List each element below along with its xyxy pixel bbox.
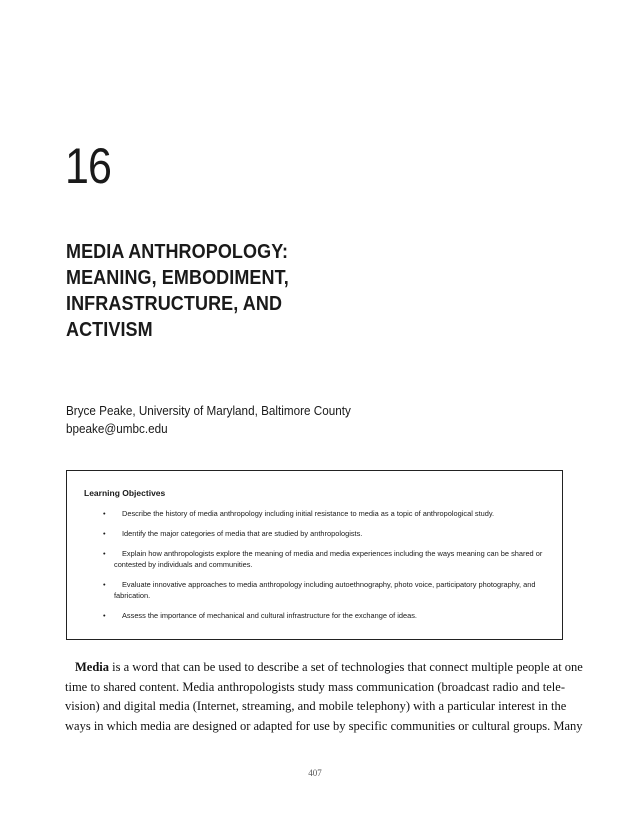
body-line: time to shared content. Media anthropologists study mass communication (broadcast radio and tele- bbox=[65, 679, 565, 694]
body-line bbox=[65, 658, 583, 678]
body-line-text: is a word that can be used to describe a set of technologies that connect multiple people at one bbox=[109, 660, 583, 674]
author-affiliation: Bryce Peake, University of Maryland, Baltimore County bbox=[66, 403, 351, 418]
learning-objectives-list bbox=[67, 508, 564, 630]
learning-objectives-box bbox=[66, 470, 563, 640]
objective-text: Assess the importance of mechanical and cultural infrastructure for the exchange of ideas. bbox=[122, 611, 417, 620]
chapter-title-line: MEANING, EMBODIMENT, bbox=[66, 267, 289, 289]
list-item bbox=[67, 579, 564, 601]
objective-text: Identify the major categories of media that are studied by anthropologists. bbox=[122, 529, 363, 538]
chapter-title bbox=[66, 239, 354, 343]
list-item bbox=[67, 610, 564, 621]
page-number: 407 bbox=[308, 768, 322, 778]
body-line: vision) and digital media (Internet, streaming, and mobile telephony) with a particular interest in the bbox=[65, 699, 567, 713]
body-line: ways in which media are designed or adapted for use by specific communities or cultural groups. Many bbox=[65, 718, 583, 733]
list-item bbox=[67, 548, 564, 570]
bullet: • bbox=[103, 580, 106, 589]
bullet: • bbox=[103, 549, 106, 558]
chapter-number: 16 bbox=[65, 138, 112, 194]
chapter-title-line: MEDIA ANTHROPOLOGY: bbox=[66, 241, 289, 263]
list-item bbox=[67, 508, 564, 519]
objective-text: Explain how anthropologists explore the meaning of media and media experiences including the ways meaning can be shared or contested by individuals and communities. bbox=[114, 549, 543, 569]
author-email: bpeake@umbc.edu bbox=[66, 421, 168, 436]
bullet: • bbox=[103, 529, 106, 538]
objective-text: Evaluate innovative approaches to media anthropology including autoethnography, photo voice, participatory photography, and fabrication. bbox=[114, 580, 536, 600]
chapter-title-line: INFRASTRUCTURE, AND bbox=[66, 293, 283, 315]
bullet: • bbox=[103, 611, 106, 620]
key-term: Media bbox=[75, 660, 110, 674]
bullet: • bbox=[103, 509, 106, 518]
chapter-title-line: ACTIVISM bbox=[66, 319, 153, 341]
author-block bbox=[66, 402, 351, 438]
objective-text: Describe the history of media anthropology including initial resistance to media as a topic of anthropological study. bbox=[122, 509, 495, 518]
list-item bbox=[67, 528, 564, 539]
body-paragraph bbox=[65, 658, 583, 736]
learning-objectives-heading: Learning Objectives bbox=[84, 488, 166, 498]
